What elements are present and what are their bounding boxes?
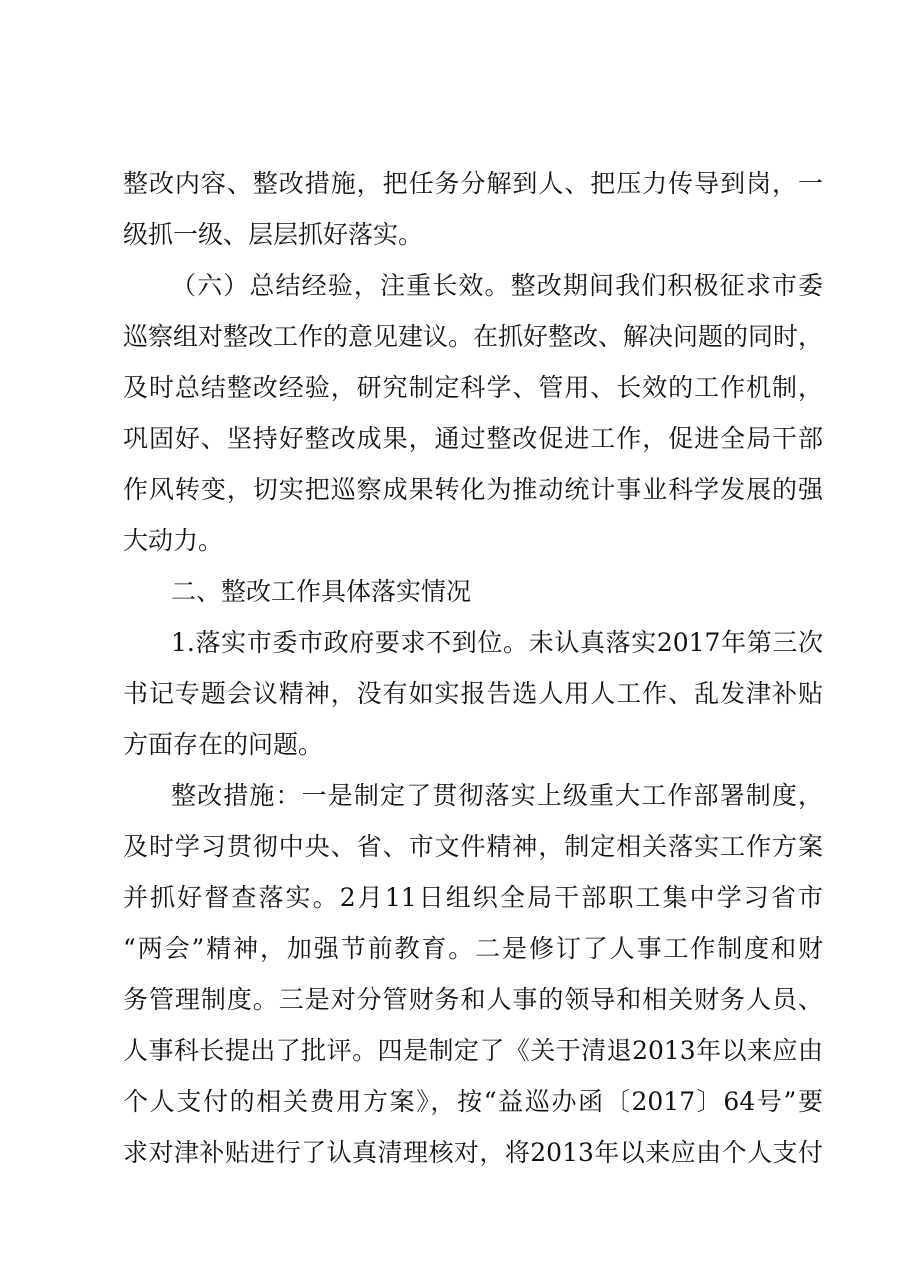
paragraph-line: 作风转变，切实把巡察成果转化为推动统计事业科学发展的强 (123, 475, 823, 504)
paragraph-line: 整改措施：一是制定了贯彻落实上级重大工作部署制度， (171, 781, 823, 810)
paragraph-line: 巡察组对整改工作的意见建议。在抓好整改、解决问题的同时， (123, 322, 824, 351)
paragraph-line: 巩固好、坚持好整改成果，通过整改促进工作，促进全局干部 (123, 424, 823, 453)
paragraph-line: 求对津补贴进行了认真清理核对，将2013年以来应由个人支付 (123, 1138, 823, 1167)
paragraph-line: 及时学习贯彻中央、省、市文件精神，制定相关落实工作方案 (123, 832, 823, 861)
paragraph-line: 个人支付的相关费用方案》，按“益巡办函〔2017〕64号”要 (123, 1087, 823, 1116)
paragraph-line: 及时总结整改经验，研究制定科学、管用、长效的工作机制， (123, 373, 823, 402)
paragraph-line: “两会”精神，加强节前教育。二是修订了人事工作制度和财 (123, 934, 823, 963)
paragraph-line: 级抓一级、层层抓好落实。 (123, 220, 424, 249)
paragraph-line: 书记专题会议精神，没有如实报告选人用人工作、乱发津补贴 (123, 679, 823, 708)
paragraph-line: 大动力。 (123, 526, 224, 555)
paragraph-line: 整改内容、整改措施，把任务分解到人、把压力传导到岗，一 (123, 169, 823, 198)
section-heading: 二、整改工作具体落实情况 (171, 577, 472, 606)
paragraph-line: 并抓好督查落实。2月11日组织全局干部职工集中学习省市 (123, 883, 823, 912)
paragraph-line: 务管理制度。三是对分管财务和人事的领导和相关财务人员、 (123, 985, 823, 1014)
paragraph-line: 方面存在的问题。 (123, 730, 324, 759)
item-heading-line: 1.落实市委市政府要求不到位。未认真落实2017年第三次 (171, 628, 823, 657)
paragraph-line: 人事科长提出了批评。四是制定了《关于清退2013年以来应由 (123, 1036, 823, 1065)
section-heading-line: （六）总结经验，注重长效。整改期间我们积极征求市委 (171, 271, 823, 300)
